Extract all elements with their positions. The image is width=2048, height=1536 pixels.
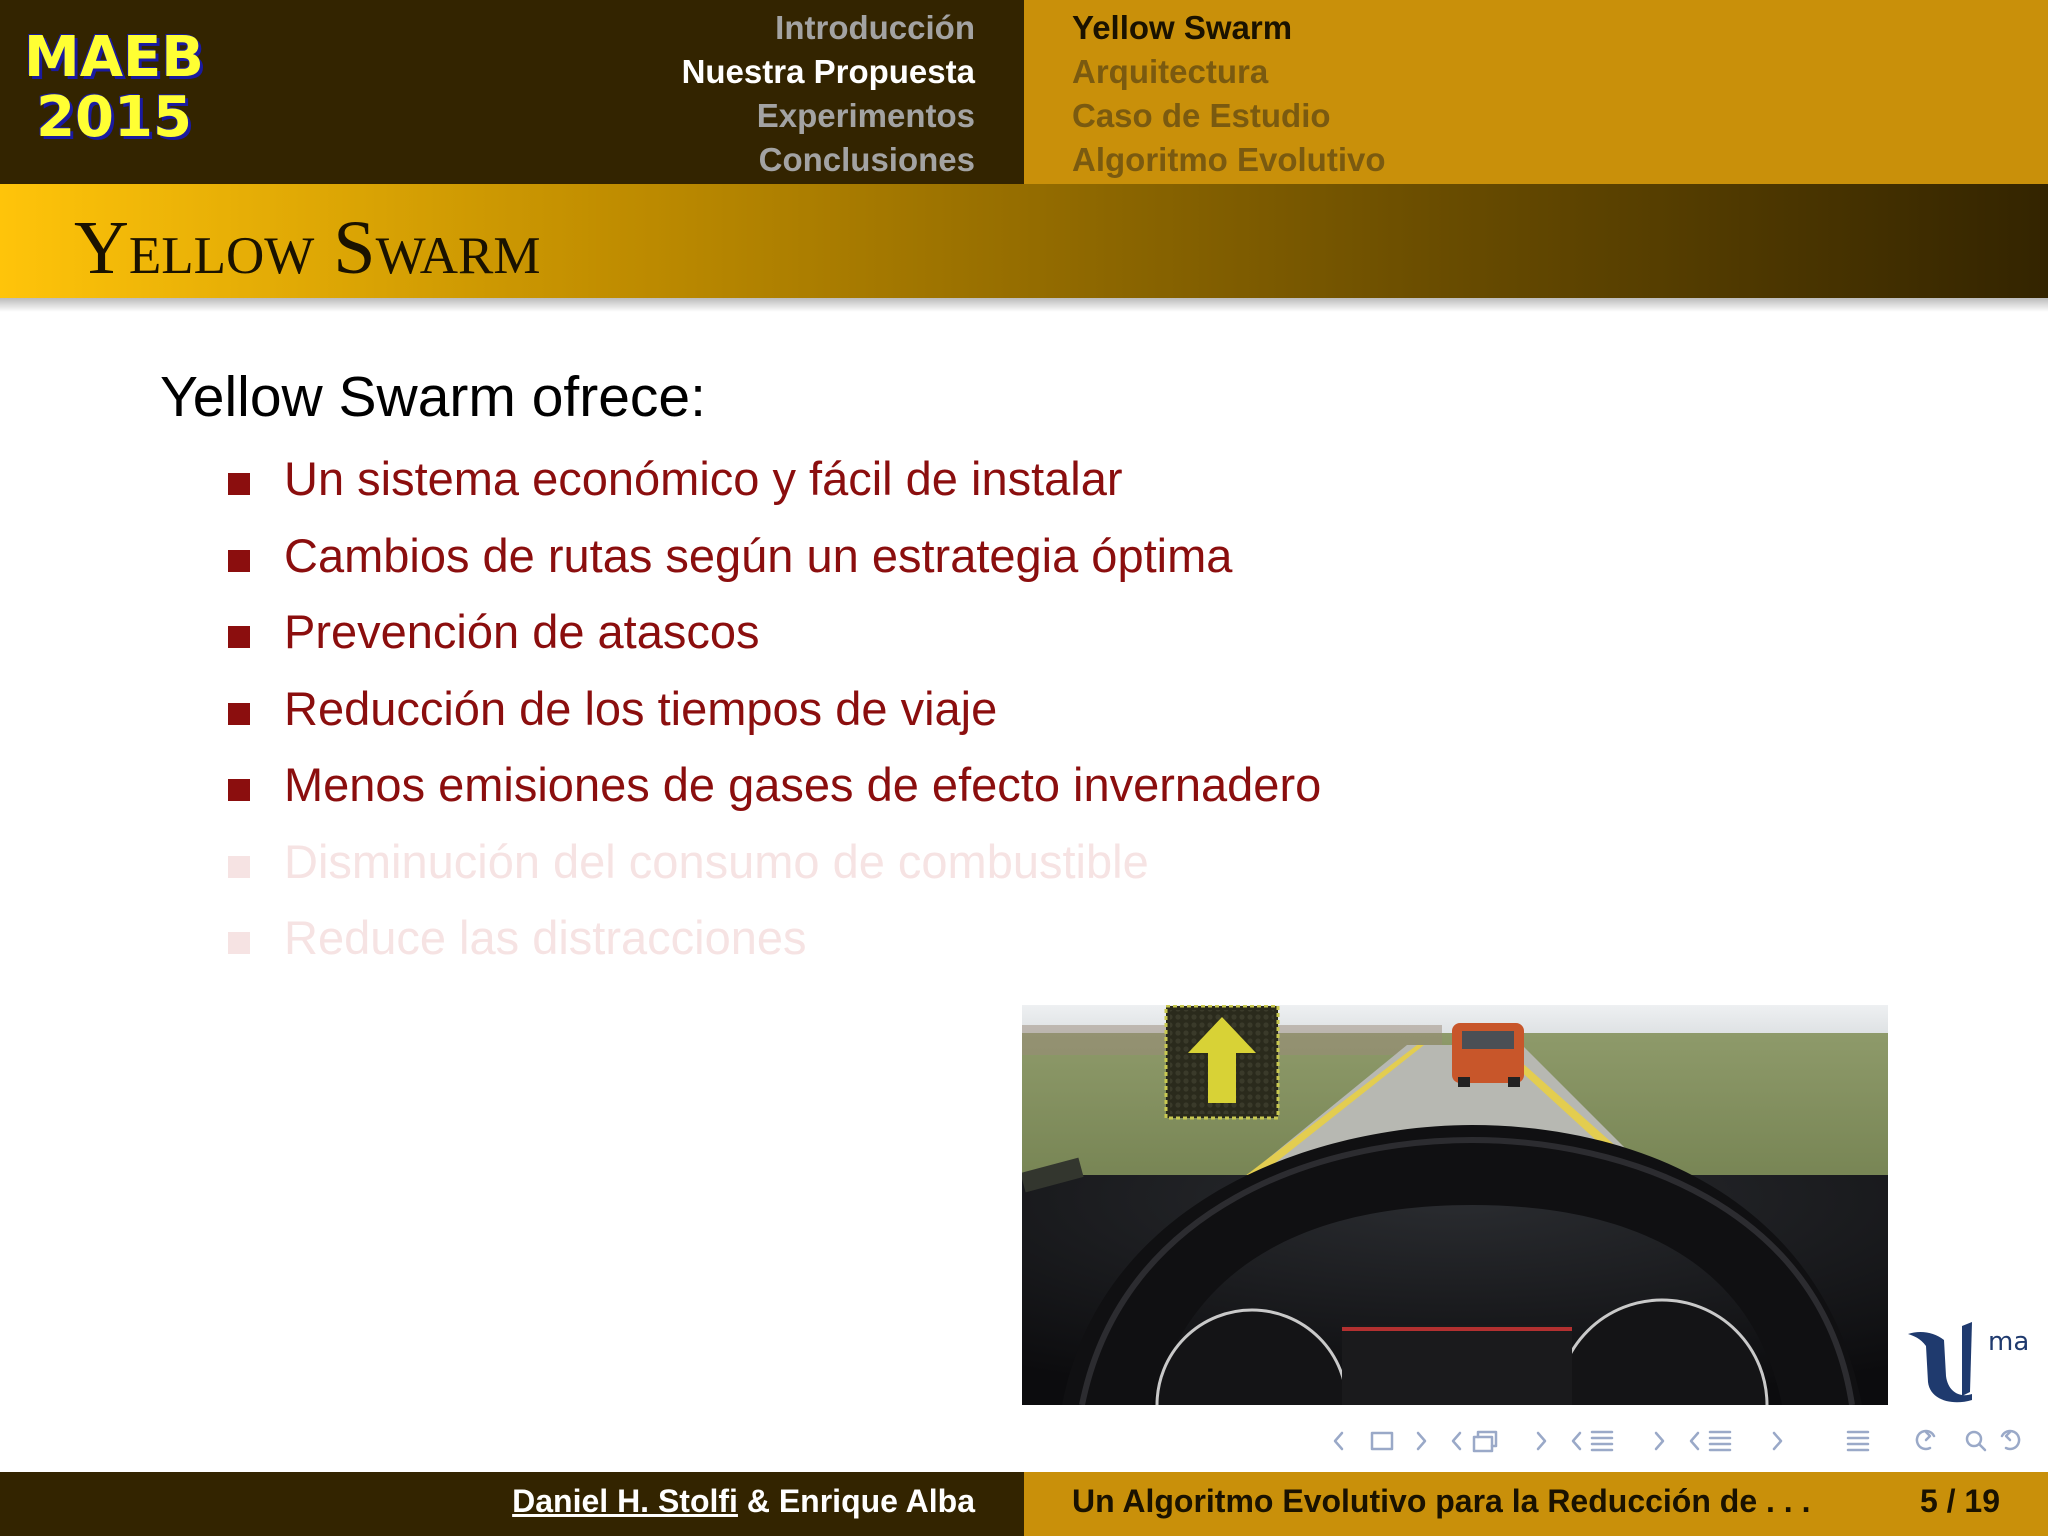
frame-title: Yellow Swarm xyxy=(74,206,541,290)
subsection-yellow-swarm[interactable]: Yellow Swarm xyxy=(1072,9,1293,46)
nav-subsection-icon[interactable] xyxy=(1453,1432,1545,1451)
nav-frame-icon[interactable] xyxy=(1335,1433,1425,1449)
square-bullet-icon xyxy=(228,626,250,648)
maeb-logo xyxy=(14,25,214,150)
author-1[interactable]: Daniel H. Stolfi xyxy=(512,1483,738,1519)
list-item: Un sistema económico y fácil de instalar xyxy=(228,446,1321,523)
list-item-faded: Disminución del consumo de combustible xyxy=(228,829,1321,906)
subsection-navigation xyxy=(1072,6,1386,182)
page-number: 5 / 19 xyxy=(1919,1483,2000,1519)
section-navigation xyxy=(682,6,975,182)
logo-line-1: MAEB xyxy=(23,25,204,90)
dashboard-photo xyxy=(1022,1005,1888,1405)
nav-appendix-icon[interactable] xyxy=(1848,1432,1868,1450)
footer-authors xyxy=(512,1483,975,1520)
beamer-navigation xyxy=(1330,1424,2030,1458)
nav-section-icon[interactable] xyxy=(1573,1432,1663,1450)
list-item: Cambios de rutas según un estrategia óptima xyxy=(228,523,1321,600)
footer-title: Un Algoritmo Evolutivo para la Reducción de . . . xyxy=(1072,1483,1811,1519)
subsection-caso-de-estudio[interactable]: Caso de Estudio xyxy=(1072,97,1331,134)
list-item-faded: Reduce las distracciones xyxy=(228,905,1321,982)
square-bullet-icon xyxy=(228,550,250,572)
subsection-algoritmo-evolutivo[interactable]: Algoritmo Evolutivo xyxy=(1072,141,1386,178)
author-2: Enrique Alba xyxy=(778,1483,975,1519)
square-bullet-icon xyxy=(228,932,250,954)
section-conclusiones[interactable]: Conclusiones xyxy=(758,141,975,178)
nav-back-icon[interactable] xyxy=(1917,1431,1934,1449)
uma-logo-text: ma xyxy=(1988,1327,2030,1357)
nav-search-icon[interactable] xyxy=(1967,1432,1985,1450)
square-bullet-icon xyxy=(228,856,250,878)
nav-presentation-icon[interactable] xyxy=(1691,1432,1781,1450)
square-bullet-icon xyxy=(228,779,250,801)
intro-text: Yellow Swarm ofrece: xyxy=(160,365,706,429)
author-separator: & xyxy=(737,1483,779,1519)
subsection-arquitectura[interactable]: Arquitectura xyxy=(1072,53,1269,90)
list-item: Prevención de atascos xyxy=(228,599,1321,676)
square-bullet-icon xyxy=(228,703,250,725)
section-introduccion[interactable]: Introducción xyxy=(775,9,975,46)
square-bullet-icon xyxy=(228,473,250,495)
list-item: Reducción de los tiempos de viaje xyxy=(228,676,1321,753)
section-experimentos[interactable]: Experimentos xyxy=(756,97,975,134)
logo-line-2: 2015 xyxy=(36,85,192,150)
uma-logo xyxy=(1906,1320,2034,1406)
nav-forward-icon[interactable] xyxy=(2002,1431,2019,1449)
list-item: Menos emisiones de gases de efecto invernadero xyxy=(228,752,1321,829)
feature-list xyxy=(228,446,1321,982)
section-nuestra-propuesta[interactable]: Nuestra Propuesta xyxy=(681,53,975,90)
frame-title-bar xyxy=(0,184,2048,298)
